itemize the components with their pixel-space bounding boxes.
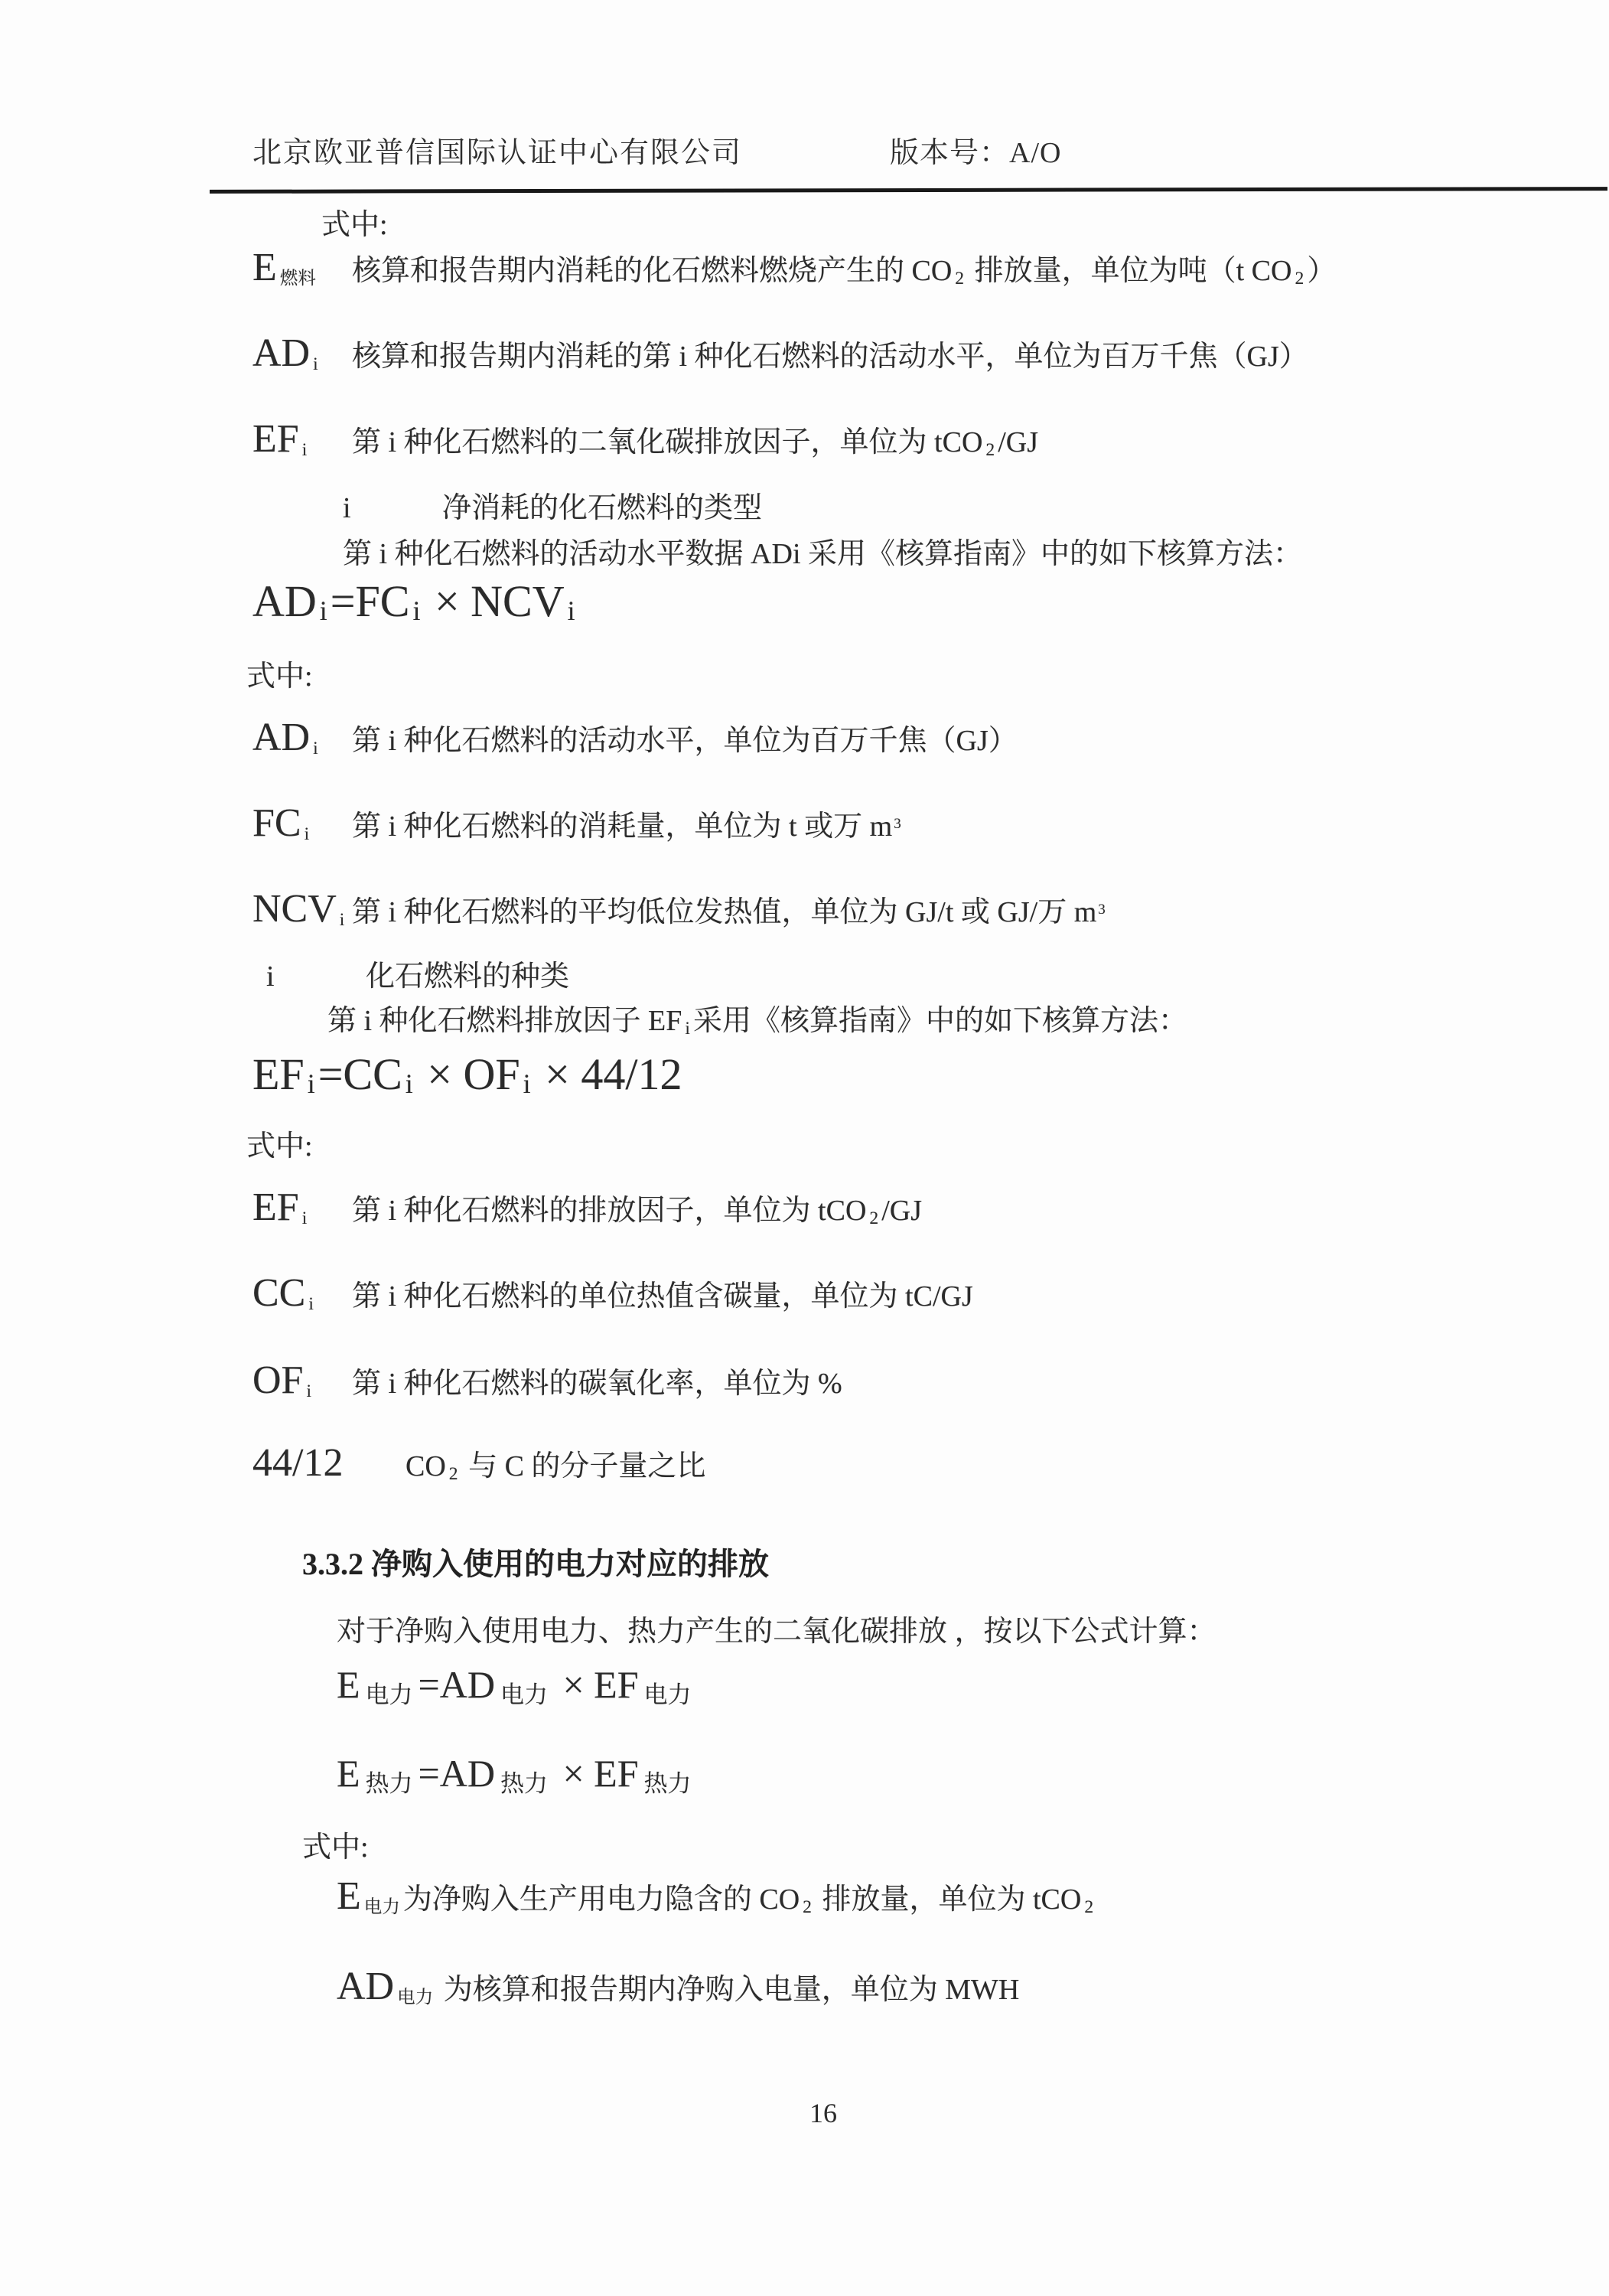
term-ad-1-definition: 核算和报告期内消耗的第 i 种化石燃料的活动水平，单位为百万千焦（GJ） (352, 341, 1308, 373)
term-ef-2-definition: 第 i 种化石燃料的排放因子，单位为 tCO $_2$ /GJ (352, 1195, 922, 1229)
term-ad-2-label: AD $_i$ (252, 716, 318, 759)
def-e-elec: E $_{电力}$ 为净购入生产用电力隐含的 CO $_2$ 排放量，单位为 tCO $_2$ (337, 1874, 1094, 1918)
shizhong-4: 式中: (302, 1831, 369, 1864)
term-ef-2 (252, 1186, 922, 1229)
term-ad-2-definition: 第 i 种化石燃料的活动水平，单位为百万千焦（GJ） (352, 725, 1018, 757)
shizhong-2: 式中: (246, 660, 313, 693)
formula-e-heat: E $_{热力}$ =AD $_{热力}$ × EF $_{热力}$ (337, 1752, 692, 1797)
term-fc-label: FC $_i$ (252, 801, 310, 845)
i-type-2-label: i (266, 960, 275, 993)
term-of-label: OF $_i$ (252, 1358, 312, 1402)
para-3: 对于净购入使用电力、热力产生的二氧化碳排放 ，按以下公式计算： (337, 1616, 1217, 1648)
term-cc (252, 1272, 973, 1315)
i-type-2-definition: 化石燃料的种类 (366, 960, 570, 993)
header-version: 版本号：A/O (890, 137, 1062, 169)
term-cc-label: CC $_i$ (252, 1271, 314, 1315)
formula-efcc: EF i=CC i × OF i × 44/12 (252, 1049, 682, 1100)
para-2: 第 i 种化石燃料排放因子 EF $_i$ 采用《核算指南》中的如下核算方法： (327, 1005, 1187, 1039)
term-4412-label: 44/12 (252, 1441, 344, 1485)
formula-adfc: AD i=FC i × NCV i (252, 576, 575, 627)
term-fc-definition: 第 i 种化石燃料的消耗量，单位为 t 或万 m $^3$ (352, 810, 901, 843)
header-company: 北京欧亚普信国际认证中心有限公司 (252, 137, 743, 169)
term-cc-definition: 第 i 种化石燃料的单位热值含碳量，单位为 tC/GJ (352, 1280, 973, 1313)
term-4412 (252, 1442, 705, 1485)
header-rule (210, 187, 1607, 194)
term-ef-1-definition: 第 i 种化石燃料的二氧化碳排放因子，单位为 tCO $_2$ /GJ (352, 426, 1038, 461)
def-ad-elec: AD $_{电力}$ 为核算和报告期内净购入电量，单位为 MWH (337, 1965, 1020, 2008)
heading-332: 3.3.2 净购入使用的电力对应的排放 (302, 1547, 769, 1581)
term-ef-1 (252, 418, 1038, 461)
i-type-2 (266, 952, 569, 994)
term-ncv (252, 888, 1106, 931)
term-e-fuel-definition: 核算和报告期内消耗的化石燃料燃烧产生的 CO $_2$ 排放量，单位为吨（t CO $_2$ ） (352, 255, 1337, 289)
term-ncv-label: NCV $_i$ (252, 887, 345, 931)
shizhong-1: 式中: (321, 209, 388, 241)
page-number: 16 (809, 2098, 837, 2128)
term-ad-1 (252, 332, 1308, 375)
term-ad-2 (252, 716, 1018, 759)
term-4412-definition: CO $_2$ 与 C 的分子量之比 (406, 1450, 706, 1485)
para-1: 第 i 种化石燃料的活动水平数据 ADi 采用《核算指南》中的如下核算方法： (343, 538, 1303, 570)
term-e-fuel (252, 246, 1336, 289)
i-type-1-label: i (343, 492, 351, 524)
shizhong-3: 式中: (246, 1130, 313, 1163)
formula-e-elec: E $_{电力}$ =AD $_{电力}$ × EF $_{电力}$ (337, 1663, 692, 1708)
term-fc (252, 802, 901, 845)
i-type-1-definition: 净消耗的化石燃料的类型 (442, 492, 763, 524)
term-e-fuel-label: E $_{燃料}$ (252, 246, 316, 289)
term-of (252, 1359, 842, 1402)
term-ad-1-label: AD $_i$ (252, 331, 318, 375)
term-ef-1-label: EF $_i$ (252, 417, 308, 461)
term-of-definition: 第 i 种化石燃料的碳氧化率，单位为 % (352, 1368, 842, 1400)
term-ncv-definition: 第 i 种化石燃料的平均低位发热值，单位为 GJ/t 或 GJ/万 m $^3$ (352, 896, 1106, 928)
i-type-1 (343, 484, 762, 526)
term-ef-2-label: EF $_i$ (252, 1186, 308, 1229)
